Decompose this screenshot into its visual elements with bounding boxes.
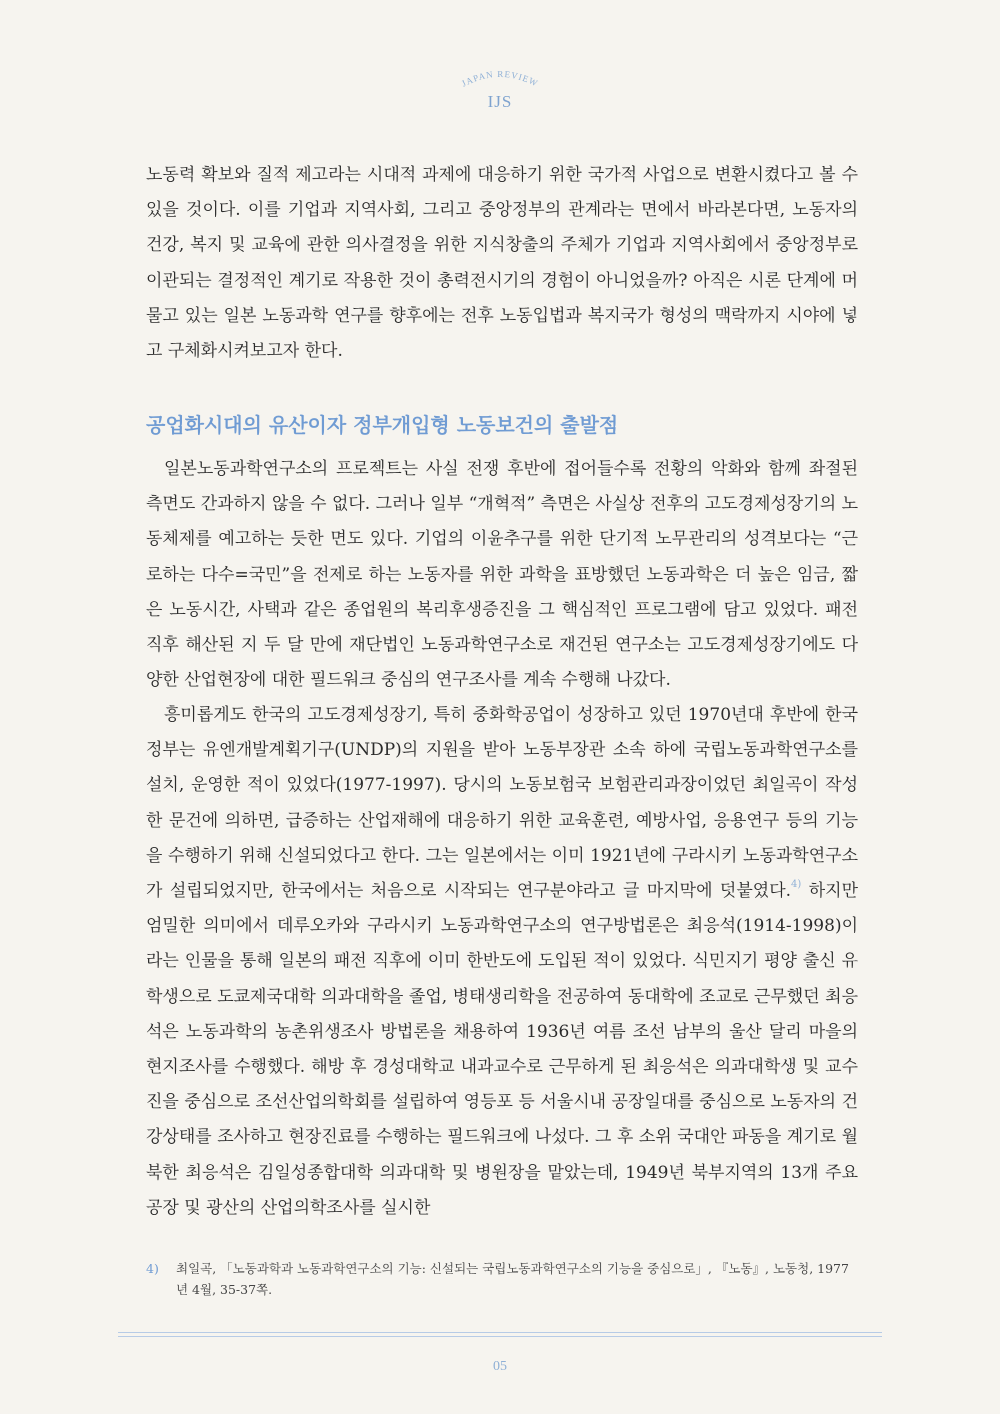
- logo-main-text: IJS: [487, 92, 513, 111]
- body-paragraph-1: 노동력 확보와 질적 제고라는 시대적 과제에 대응하기 위한 국가적 사업으로 변환시켰다고 볼 수 있을 것이다. 이를 기업과 지역사회, 그리고 중앙정부의 관계라는 면에서 바라본다면, 노동자의 건강, 복지 및 교육에 관한 의사결정을 위한 지식창출의 주체가 기업과 지역사회에서 중앙정부로 이관되는 결정적인 계기로 작용한 것이 총력전시기의 경험이 아니었을까? 아직은 시론 단계에 머물고 있는 일본 노동과학 연구를 향후에는 전후 노동입법과 복지국가 형성의 맥락까지 시야에 넣고 구체화시켜보고자 한다.: [146, 165, 858, 362]
- paragraph-3-part-b: 하지만 엄밀한 의미에서 데루오카와 구라시키 노동과학연구소의 연구방법론은 최응석(1914-1998)이라는 인물을 통해 일본의 패전 직후에 이미 한반도에 도입된 적이 있었다. 식민지기 평양 출신 유학생으로 도쿄제국대학 의과대학을 졸업, 병태생리학을 전공하여 동대학에 조교로 근무했던 최응석은 노동과학의 농촌위생조사 방법론을 채용하여 1936년 여름 조선 남부의 울산 달리 마을의 현지조사를 수행했다. 해방 후 경성대학교 내과교수로 근무하게 된 최응석은 의과대학생 및 교수진을 중심으로 조선산업의학회를 설립하여 영등포 등 서울시내 공장일대를 중심으로 노동자의 건강상태를 조사하고 현장진료를 수행하는 필드워크에 나섰다. 그 후 소위 국대안 파동을 계기로 월북한 최응석은 김일성종합대학 의과대학 및 병원장을 맡았는데, 1949년 북부지역의 13개 주요공장 및 광산의 산업의학조사를 실시한: [146, 881, 858, 1218]
- footnote-text: 최일곡, 「노동과학과 노동과학연구소의 기능: 신설되는 국립노동과학연구소의 기능을 중심으로」, 『노동』, 노동청, 1977년 4월, 35-37쪽.: [176, 1261, 849, 1297]
- footnote-reference[interactable]: 4): [791, 879, 802, 891]
- footnote-number: 4): [146, 1261, 159, 1276]
- footer-rule-bottom: [118, 1336, 882, 1337]
- journal-logo: [440, 66, 560, 116]
- journal-logo-graphic: [440, 66, 560, 116]
- footnote: [146, 1258, 858, 1300]
- body-paragraph-3: [146, 698, 858, 1226]
- page-number: 05: [493, 1359, 507, 1374]
- logo-top-text: JAPAN REVIEW: [459, 68, 540, 89]
- paragraph-3-part-a: 흥미롭게도 한국의 고도경제성장기, 특히 중화학공업이 성장하고 있던 1970년대 후반에 한국 정부는 유엔개발계획기구(UNDP)의 지원을 받아 노동부장관 소속 하에 국립노동과학연구소를 설치, 운영한 적이 있었다(1977-1997). 당시의 노동보험국 보험관리과장이었던 최일곡이 작성한 문건에 의하면, 급증하는 산업재해에 대응하기 위한 교육훈련, 예방사업, 응용연구 등의 기능을 수행하기 위해 신설되었다고 한다. 그는 일본에서는 이미 1921년에 구라시키 노동과학연구소가 설립되었지만, 한국에서는 처음으로 시작되는 연구분야라고 글 마지막에 덧붙였다.: [146, 705, 858, 902]
- footer-rule-top: [118, 1332, 882, 1333]
- body-paragraph-2: 일본노동과학연구소의 프로젝트는 사실 전쟁 후반에 접어들수록 전황의 악화와 함께 좌절된 측면도 간과하지 않을 수 없다. 그러나 일부 “개혁적” 측면은 사실상 전후의 고도경제성장기의 노동체제를 예고하는 듯한 면도 있다. 기업의 이윤추구를 위한 단기적 노무관리의 성격보다는 “근로하는 다수=국민”을 전제로 하는 노동자를 위한 과학을 표방했던 노동과학은 더 높은 임금, 짧은 노동시간, 사택과 같은 종업원의 복리후생증진을 그 핵심적인 프로그램에 담고 있었다. 패전 직후 해산된 지 두 달 만에 재단법인 노동과학연구소로 재건된 연구소는 고도경제성장기에도 다양한 산업현장에 대한 필드워크 중심의 연구조사를 계속 수행해 나갔다.: [146, 459, 858, 691]
- section-heading: 공업화시대의 유산이자 정부개입형 노동보건의 출발점: [146, 413, 619, 437]
